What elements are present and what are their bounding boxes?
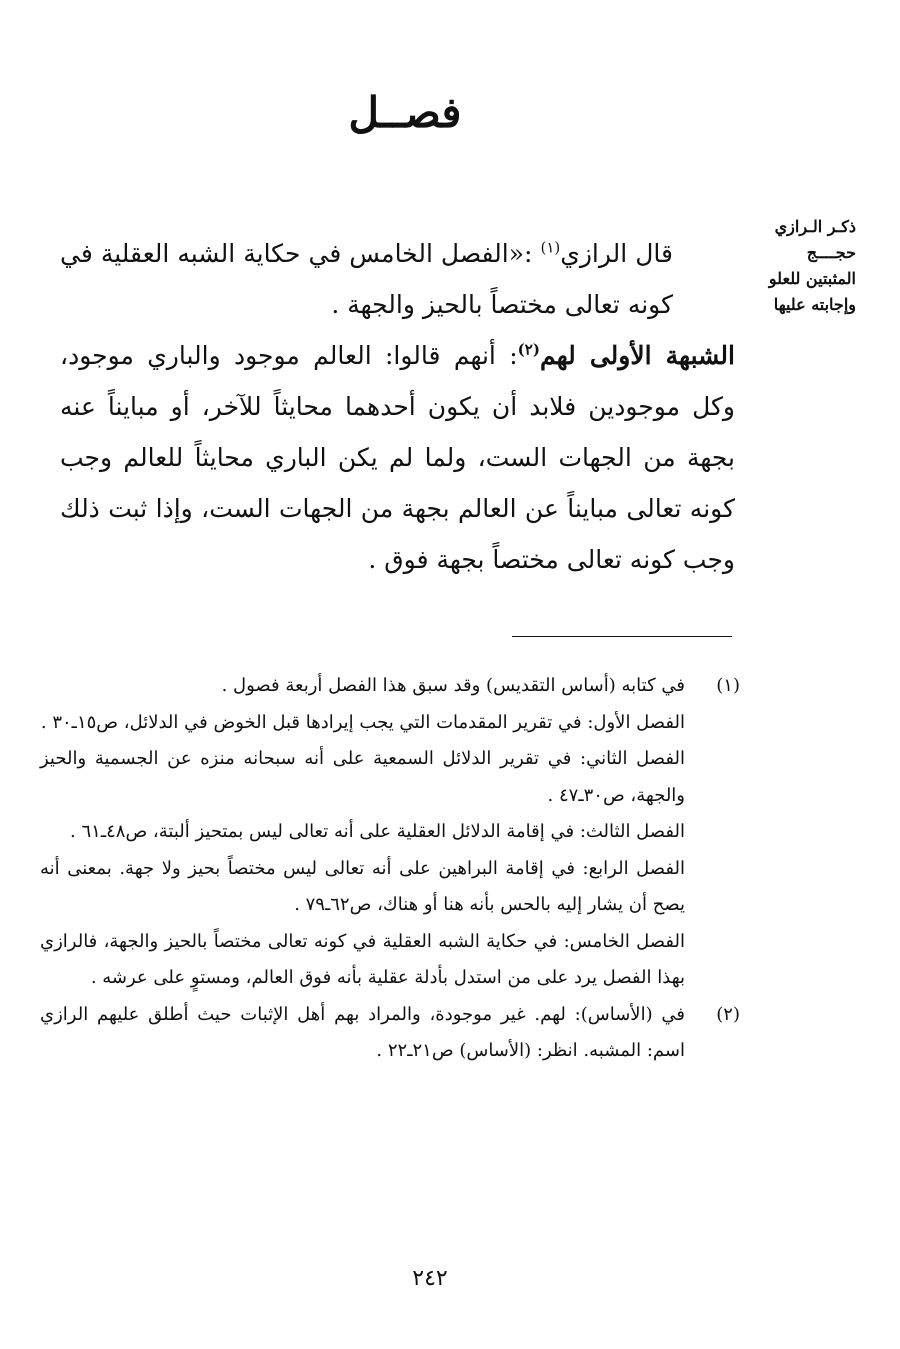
quote-text: :«الفصل الخامس في حكاية الشبه العقلية في كونه تعالى مختصاً بالحيز والجهة . [60, 239, 673, 319]
main-text [60, 228, 735, 585]
footnote-1 [40, 668, 740, 997]
page-number: ٢٤٢ [412, 1266, 448, 1291]
footnotes [40, 668, 740, 1070]
margin-note [746, 214, 856, 318]
footnote-item: الفصل الثاني: في تقرير الدلائل السمعية على أنه سبحانه منزه عن الجسمية والحيز والجهة، ص٣٠ـ٤٧ . [40, 748, 685, 806]
footnote-item: الفصل الأول: في تقرير المقدمات التي يجب إيرادها قبل الخوض في الدلائل، ص١٥ـ٣٠ . [40, 711, 685, 733]
argument-text: : أنهم قالوا: العالم موجود والباري موجود، وكل موجودين فلابد أن يكون أحدهما محايثاً للآخر، أو مبايناً عنه بجهة من الجهات الست، ولما لم يكن الباري محايثاً للعالم وجب كونه تعالى مبايناً عن العالم بجهة من الجهات الست، وإذا ثبت ذلك وجب كونه تعالى مختصاً بجهة فوق . [60, 341, 735, 574]
footnote-intro: في كتابه (أساس التقديس) وقد سبق هذا الفصل أربعة فصول . [221, 675, 685, 696]
margin-note-line: وإجابته عليها [773, 295, 856, 314]
footnote-number: (٢) [716, 1003, 740, 1025]
margin-note-line: حجــــج [806, 243, 856, 262]
footnote-item: الفصل الخامس: في حكاية الشبه العقلية في كونه تعالى مختصاً بالحيز والجهة، فالرازي بهذا الفصل يرد على من استدل بأدلة عقلية بأنه فوق العالم، ومستوٍ على عرشه . [40, 930, 685, 988]
footnote-item: الفصل الرابع: في إقامة البراهين على أنه تعالى ليس مختصاً بحيز ولا جهة. بمعنى أنه يصح أن يشار إليه بالحس بأنه هنا أو هناك، ص٦٢ـ٧٩ . [40, 857, 685, 915]
paragraph-quote-intro [60, 228, 735, 330]
paragraph-first-argument [60, 330, 735, 585]
footnote-item: الفصل الثالث: في إقامة الدلائل العقلية على أنه تعالى ليس بمتحيز ألبتة، ص٤٨ـ٦١ . [70, 821, 685, 842]
margin-note-line: المثبتين للعلو [768, 269, 856, 288]
footnote-ref-2: (٢) [517, 340, 540, 359]
argument-title: الشبهة الأولى لهم [539, 341, 735, 370]
footnote-text: في (الأساس): لهم. غير موجودة، والمراد بهم أهل الإثبات حيث أطلق عليهم الرازي اسم: المشبه. انظر: (الأساس) ص٢١ـ٢٢ . [40, 1003, 685, 1061]
margin-note-line: ذكـر الـرازي [774, 217, 856, 236]
quote-lead: قال الرازي [560, 239, 673, 268]
footnote-number: (١) [716, 675, 740, 696]
footnote-separator [512, 636, 732, 637]
section-heading: فصــل [348, 88, 462, 137]
footnote-2 [40, 997, 740, 1070]
footnote-ref-1: (١) [540, 238, 561, 257]
